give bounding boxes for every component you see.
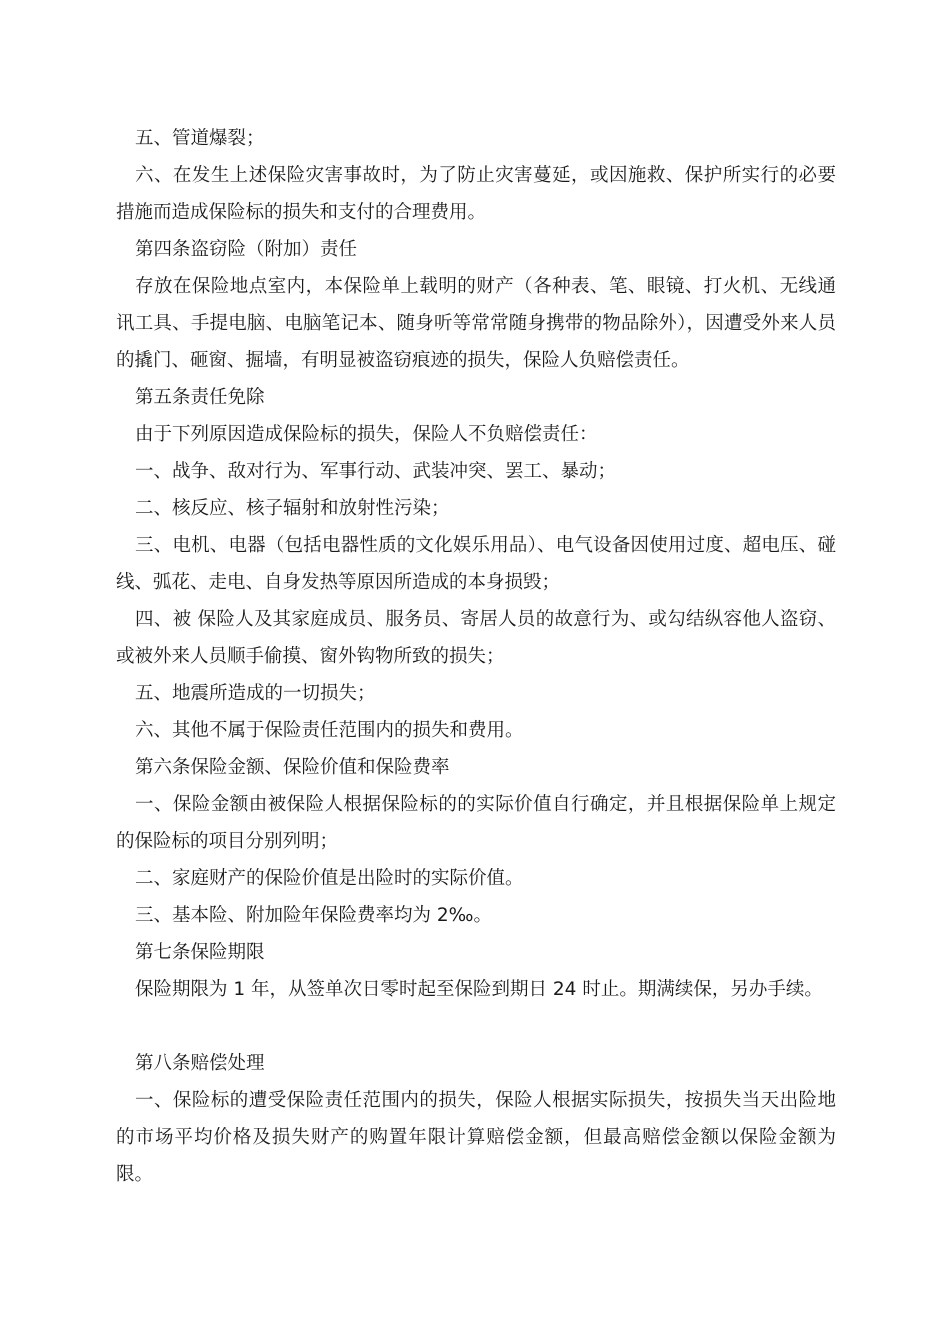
article-4-heading: 第四条盗窃险（附加）责任 [135, 239, 358, 260]
article-8-item-1: 一、保险标的遭受保险责任范围内的损失，保险人根据实际损失，按损失当天出险地的市场平均价格及损失财产的购置年限计算赔偿金额，但最高赔偿金额以保险金额为限。 [116, 1090, 836, 1185]
article-7-body: 保险期限为 1 年，从签单次日零时起至保险到期日 24 时止。期满续保，另办手续。 [135, 979, 823, 1000]
article-8-heading: 第八条赔偿处理 [135, 1053, 265, 1074]
article-6-item-2: 二、家庭财产的保险价值是出险时的实际价值。 [135, 868, 524, 889]
exclusion-item-3: 三、电机、电器（包括电器性质的文化娱乐用品）、电气设备因使用过度、超电压、碰线、弧花、走电、自身发热等原因所造成的本身损毁； [116, 535, 836, 593]
paragraph-item-6: 六、在发生上述保险灾害事故时，为了防止灾害蔓延，或因施救、保护所实行的必要措施而造成保险标的损失和支付的合理费用。 [116, 165, 836, 223]
article-7-heading: 第七条保险期限 [135, 942, 265, 963]
article-5-intro: 由于下列原因造成保险标的损失，保险人不负赔偿责任： [135, 424, 598, 445]
article-6-item-1: 一、保险金额由被保险人根据保险标的的实际价值自行确定，并且根据保险单上规定的保险标的项目分别列明； [116, 794, 836, 852]
article-6-heading: 第六条保险金额、保险价值和保险费率 [135, 757, 450, 778]
exclusion-item-1: 一、战争、敌对行为、军事行动、武装冲突、罢工、暴动； [135, 461, 617, 482]
exclusion-item-5: 五、地震所造成的一切损失； [135, 683, 376, 704]
article-5-heading: 第五条责任免除 [135, 387, 265, 408]
exclusion-item-4: 四、被 保险人及其家庭成员、服务员、寄居人员的故意行为、或勾结纵容他人盗窃、或被外来人员顺手偷摸、窗外钩物所致的损失； [116, 609, 836, 667]
exclusion-item-6: 六、其他不属于保险责任范围内的损失和费用。 [135, 720, 524, 741]
exclusion-item-2: 二、核反应、核子辐射和放射性污染； [135, 498, 450, 519]
article-4-body: 存放在保险地点室内，本保险单上载明的财产（各种表、笔、眼镜、打火机、无线通讯工具、手提电脑、电脑笔记本、随身听等常常随身携带的物品除外），因遭受外来人员的撬门、砸窗、掘墙，有明显被盗窃痕迹的损失，保险人负赔偿责任。 [116, 276, 836, 371]
paragraph-item-5: 五、管道爆裂； [135, 128, 265, 149]
article-6-item-3: 三、基本险、附加险年保险费率均为 2‰。 [135, 905, 492, 926]
